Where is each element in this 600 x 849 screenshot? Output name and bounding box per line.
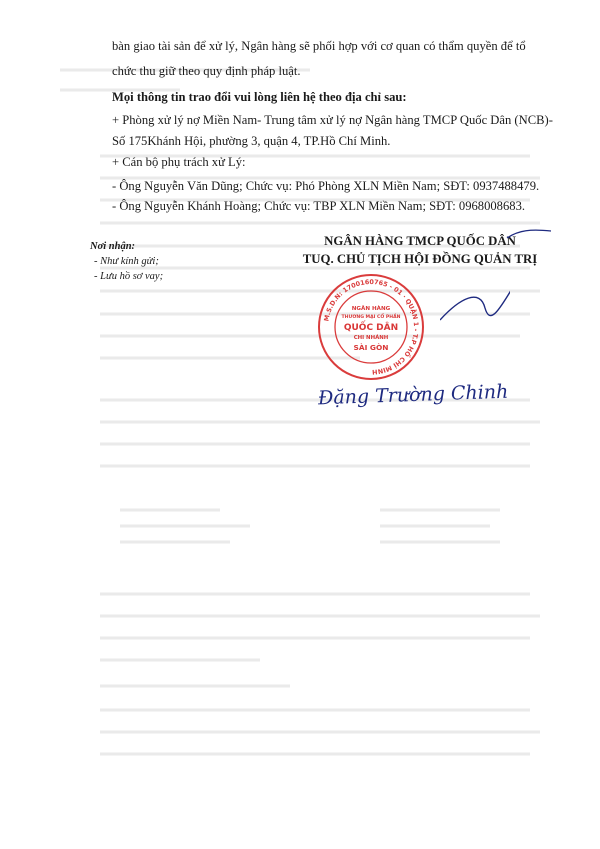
handwritten-signature: Đặng Trường Chinh bbox=[317, 380, 509, 410]
office-line-2: Số 175Khánh Hội, phường 3, quận 4, TP.Hồ Chí Minh. bbox=[112, 134, 391, 148]
signer-title: TUQ. CHỦ TỊCH HỘI ĐỒNG QUẢN TRỊ bbox=[302, 252, 538, 266]
officers-heading: + Cán bộ phụ trách xử Lý: bbox=[112, 155, 246, 169]
stamp-line: CHI NHÁNH bbox=[353, 335, 389, 341]
stamp-line: NGÂN HÀNG bbox=[351, 306, 391, 312]
stamp-line: SÀI GÒN bbox=[353, 343, 389, 352]
signature-flourish bbox=[440, 278, 510, 338]
company-stamp bbox=[316, 272, 426, 382]
body-line-1: bàn giao tài sản để xử lý, Ngân hàng sẽ phối hợp với cơ quan có thẩm quyền để tổ bbox=[112, 39, 526, 53]
contact-heading: Mọi thông tin trao đổi vui lòng liên hệ theo địa chỉ sau: bbox=[112, 90, 407, 104]
stamp-ring-text: M.S.D.N: 1700160765 - 01 · QUẬN 1 - T.P HỒ CHÍ MINH bbox=[322, 277, 421, 377]
recipient-item: - Như kính gửi; bbox=[94, 256, 159, 267]
officer-item: - Ông Nguyễn Khánh Hoàng; Chức vụ: TBP XLN Miền Nam; SĐT: 0968008683. bbox=[112, 199, 526, 213]
stamp-line: QUỐC DÂN bbox=[343, 323, 399, 333]
officer-item: - Ông Nguyễn Văn Dũng; Chức vụ: Phó Phòng XLN Miền Nam; SĐT: 0937488479. bbox=[112, 179, 540, 193]
recipient-item: - Lưu hồ sơ vay; bbox=[94, 271, 164, 282]
signature-tick bbox=[505, 228, 555, 242]
body-line-2: chức thu giữ theo quy định pháp luật. bbox=[112, 64, 301, 78]
stamp-line: THƯƠNG MẠI CỔ PHẦN bbox=[341, 315, 401, 320]
office-line-1: + Phòng xử lý nợ Miền Nam- Trung tâm xử lý nợ Ngân hàng TMCP Quốc Dân (NCB)- bbox=[112, 113, 553, 127]
signer-org: NGÂN HÀNG TMCP QUỐC DÂN bbox=[324, 234, 516, 248]
recipients-title: Nơi nhận: bbox=[90, 241, 136, 252]
